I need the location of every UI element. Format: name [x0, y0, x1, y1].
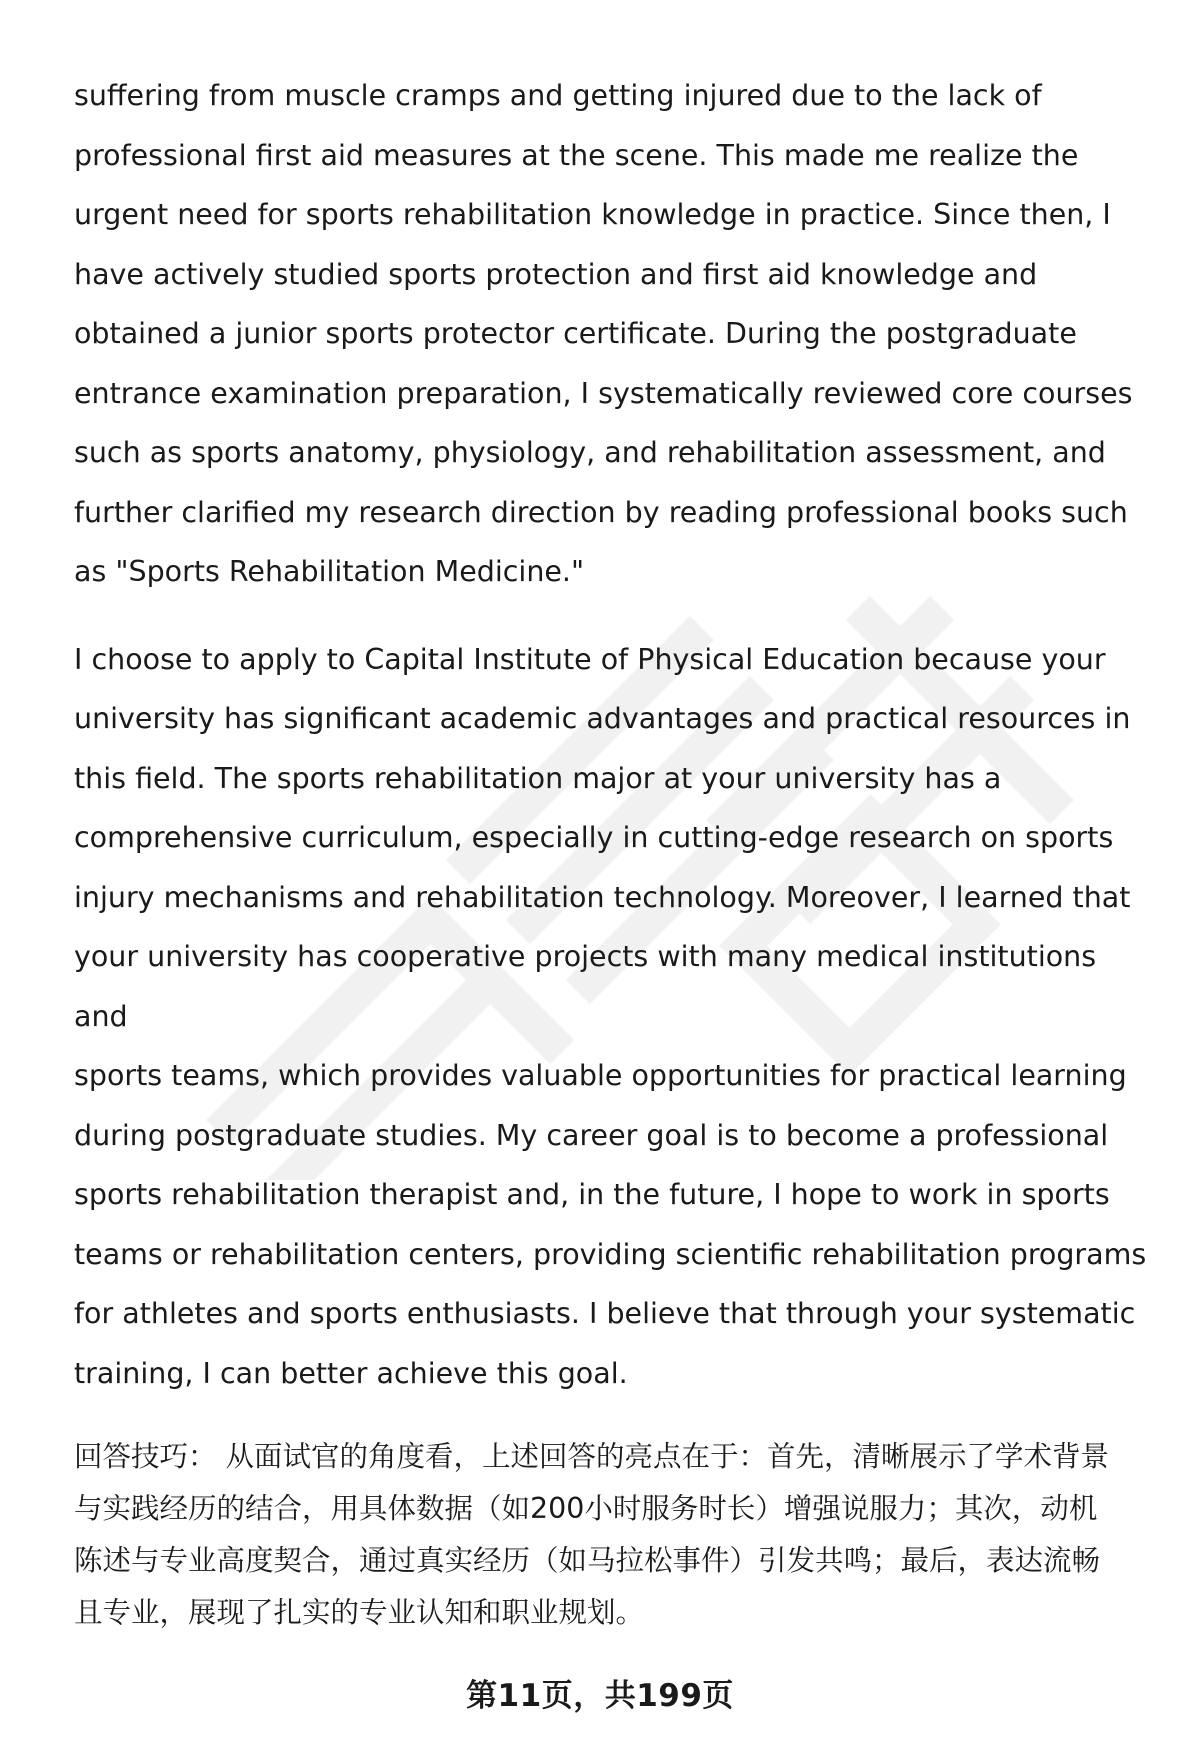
answer-tips-paragraph: 回答技巧： 从面试官的角度看，上述回答的亮点在于：首先，清晰展示了学术背景 与实践经历的结合，用具体数据（如200小时服务时长）增强说服力；其次，动机 陈述与专业高度契合，通过真实经历（如马拉松事件）引发共鸣；最后，表达流畅 且专业，展现了扎实的专业认知和职业规划。	[74, 1440, 1110, 1629]
page-number-footer: 第11页，共199页	[466, 1678, 734, 1714]
paragraph-application-motivation: I choose to apply to Capital Institute of Physical Education because your university has significant academic advantages and practical resources in this field. The sports rehabilitation major at your university has a comprehensive curriculum, especially in cutting-edge research on sports injury mechanisms and rehabilitation technology. Moreover, I learned that your university has cooperative projects with many medical institutions and sports teams, which provides valuable opportunities for practical learning during postgraduate studies. My career goal is to become a professional sports rehabilitation therapist and, in the future, I hope to work in sports teams or rehabilitation centers, providing scientific rehabilitation programs for athletes and sports enthusiasts. I believe that through your systematic training, I can better achieve this goal.	[74, 642, 1147, 1390]
paragraph-rehabilitation-background: suffering from muscle cramps and getting injured due to the lack of professional first aid measures at the scene. This made me realize the urgent need for sports rehabilitation knowledge in practice. Since then, I have actively studied sports protection and first aid knowledge and obtained a junior sports protector certificate. During the postgraduate entrance examination preparation, I systematically reviewed core courses such as sports anatomy, physiology, and rehabilitation assessment, and further clarified my research direction by reading professional books such as "Sports Rehabilitation Medicine."	[74, 79, 1133, 588]
document-body	[74, 66, 1154, 1639]
